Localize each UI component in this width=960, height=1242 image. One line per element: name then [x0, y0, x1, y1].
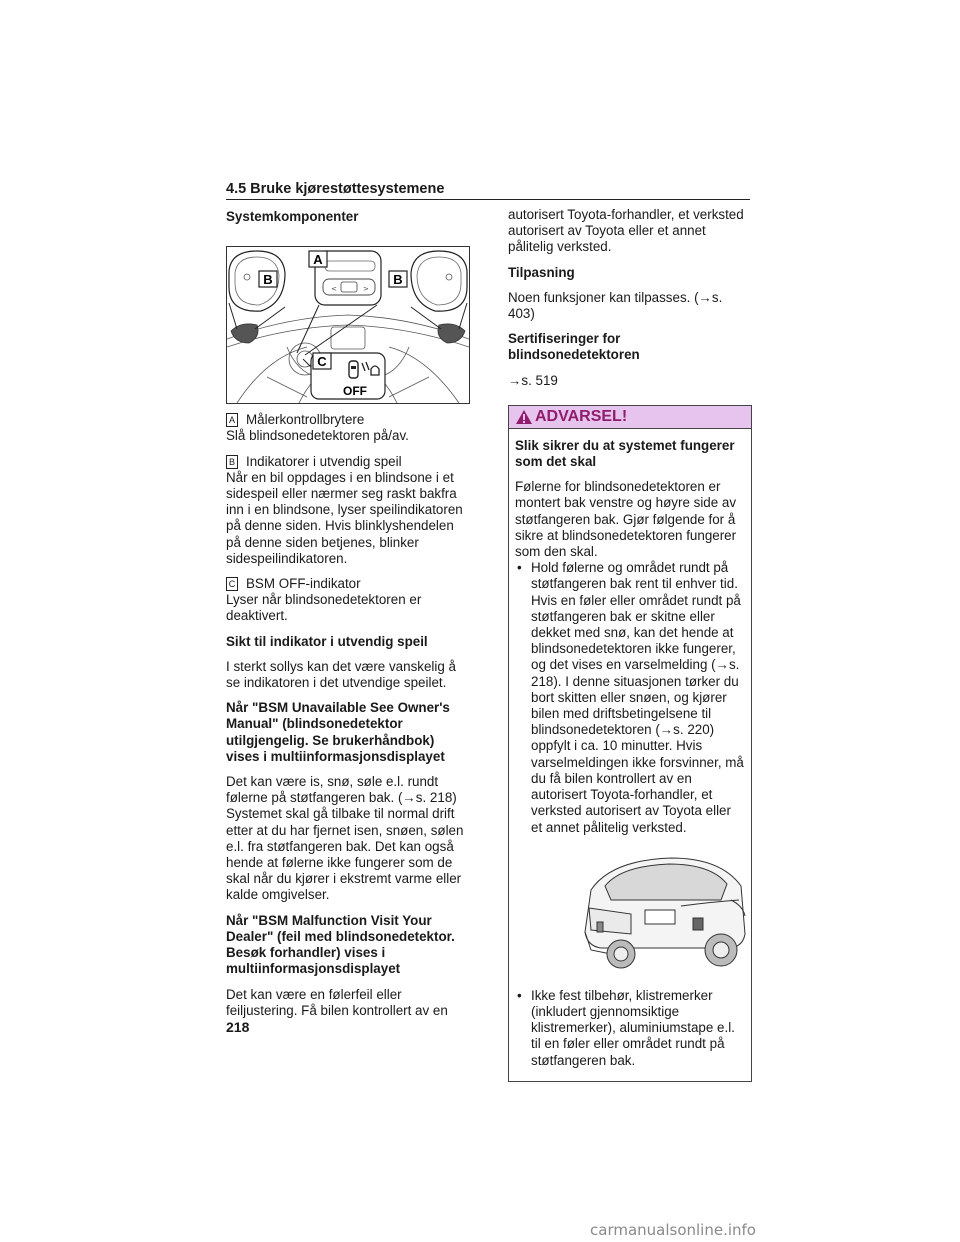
right-column: [508, 207, 752, 1082]
svg-text:<: <: [331, 285, 337, 294]
warning-header: [509, 406, 751, 429]
tag-b: B: [226, 455, 238, 469]
warning-bullet-1-text: Hold følerne og området rundt på støtfangeren bak rent til enhver tid. Hvis en føler eller området rundt på støtfangeren bak er skitne eller dekket med snø, kan det hende at blindsonedetektoren ikke fungerer, og det vises en varselmelding (→s. 218). I denne situasjonen tørker du bort skitten eller snøen, og kjører bilen med driftsbetingelsene til blindsonedetektoren (→s. 220) oppfylt i ca. 10 minutter. Hvis varselmeldingen ikke forsvinner, må du få bilen kontrollert av en autorisert Toyota-forhandler, et verksted autorisert av Toyota eller et annet pålitelig verksted.: [531, 560, 744, 835]
left-column: [226, 209, 470, 1028]
warning-bullet-1: [515, 560, 745, 973]
off-label: OFF: [343, 384, 367, 399]
unavailable-heading: Når "BSM Unavailable See Owner's Manual" (blindsonedetektor utilgjengelig. Se brukerhåndbok) vises i multiinformasjonsdisplayet: [226, 700, 450, 764]
warning-body: [509, 429, 751, 1081]
svg-text:>: >: [363, 285, 369, 294]
component-item-b: [226, 454, 470, 567]
bsm-off-callout: [311, 353, 385, 399]
components-heading: Systemkomponenter: [226, 209, 359, 224]
callout-b-right: B: [393, 272, 403, 288]
system-components-figure: [226, 246, 470, 404]
item-a-text: Slå blindsonedetektoren på/av.: [226, 428, 409, 444]
warning-title: Slik sikrer du at systemet fungerer som det skal: [515, 437, 735, 470]
steering-switch-callout: [309, 251, 381, 305]
warning-label: ADVARSEL!: [535, 407, 628, 425]
item-c-title: BSM OFF-indikator: [246, 576, 361, 592]
tag-c: C: [226, 577, 238, 591]
car-rear-illustration: [571, 850, 751, 974]
warning-icon: [515, 409, 533, 425]
right-mirror-callout: [389, 251, 467, 311]
item-b-title: Indikatorer i utvendig speil: [246, 453, 402, 469]
certification-heading: Sertifiseringer for blindsonedetektoren: [508, 331, 640, 363]
customize-text: Noen funksjoner kan tilpasses. (→s. 403): [508, 289, 723, 322]
customize-heading: Tilpasning: [508, 264, 575, 280]
visibility-heading: Sikt til indikator i utvendig speil: [226, 633, 428, 649]
warning-bullet-2: [515, 988, 745, 1069]
watermark: carmanualsonline.info: [590, 1221, 756, 1239]
warning-intro: Følerne for blindsonedetektoren er montert bak venstre og høyre side av støtfangeren bak. Gjør følgende for å sikre at blindsonedetektoren fungerer som den skal.: [515, 479, 737, 560]
certification-text: →s. 519: [508, 372, 558, 388]
suv-rear-image: [571, 850, 751, 974]
item-c-text: Lyser når blindsonedetektoren er deaktivert.: [226, 592, 422, 624]
malfunction-heading: Når "BSM Malfunction Visit Your Dealer" (feil med blindsonedetektor. Besøk forhandler) vises i multiinformasjonsdisplayet: [226, 912, 455, 977]
callout-b-left: B: [263, 272, 273, 288]
bullet-marker: •: [517, 560, 522, 576]
item-a-title: Målerkontrollbrytere: [246, 412, 365, 428]
visibility-text: I sterkt sollys kan det være vanskelig å se indikatoren i det utvendige speilet.: [226, 658, 456, 691]
section-title: 4.5 Bruke kjørestøttesystemene: [226, 181, 445, 197]
warning-list: [515, 560, 745, 1068]
dashboard-illustration: [227, 247, 469, 403]
unavailable-text: Det kan være is, snø, søle e.l. rundt følerne på støtfangeren bak. (→s. 218) Systemet skal gå tilbake til normal drift etter at du har fjernet isen, snøen, sølen e.l. fra støtfangeren bak. Det kan også hende at følerne ikke fungerer som de skal når du kjører i ekstremt varme eller kalde omgivelser.: [226, 774, 464, 903]
callout-a: A: [313, 252, 323, 268]
continued-text: autorisert Toyota-forhandler, et verksted autorisert av Toyota eller et annet pålitelig verksted.: [508, 207, 744, 255]
left-mirror-callout: [229, 251, 285, 311]
component-item-c: [226, 576, 470, 625]
item-b-text: Når en bil oppdages i en blindsone i et sidespeil eller nærmer seg raskt bakfra inn i en blindsone, lyser speilindikatoren på denne siden. Hvis blinklyshendelen på denne siden betjenes, blinker sidespeilindikatoren.: [226, 469, 463, 566]
malfunction-text: Det kan være en følerfeil eller feiljustering. Få bilen kontrollert av en: [226, 986, 448, 1018]
section-divider: [226, 199, 750, 200]
component-item-a: [226, 412, 470, 444]
page-number: 218: [226, 1019, 250, 1035]
bullet-marker-2: •: [517, 987, 522, 1003]
warning-box: [508, 405, 752, 1082]
warning-bullet-2-text: Ikke fest tilbehør, klistremerker (inkludert gjennomsiktige klistremerker), aluminiumstape e.l. til en føler eller området rundt på støtfangeren bak.: [531, 987, 735, 1068]
callout-c: C: [317, 354, 327, 370]
tag-a: A: [226, 413, 238, 427]
